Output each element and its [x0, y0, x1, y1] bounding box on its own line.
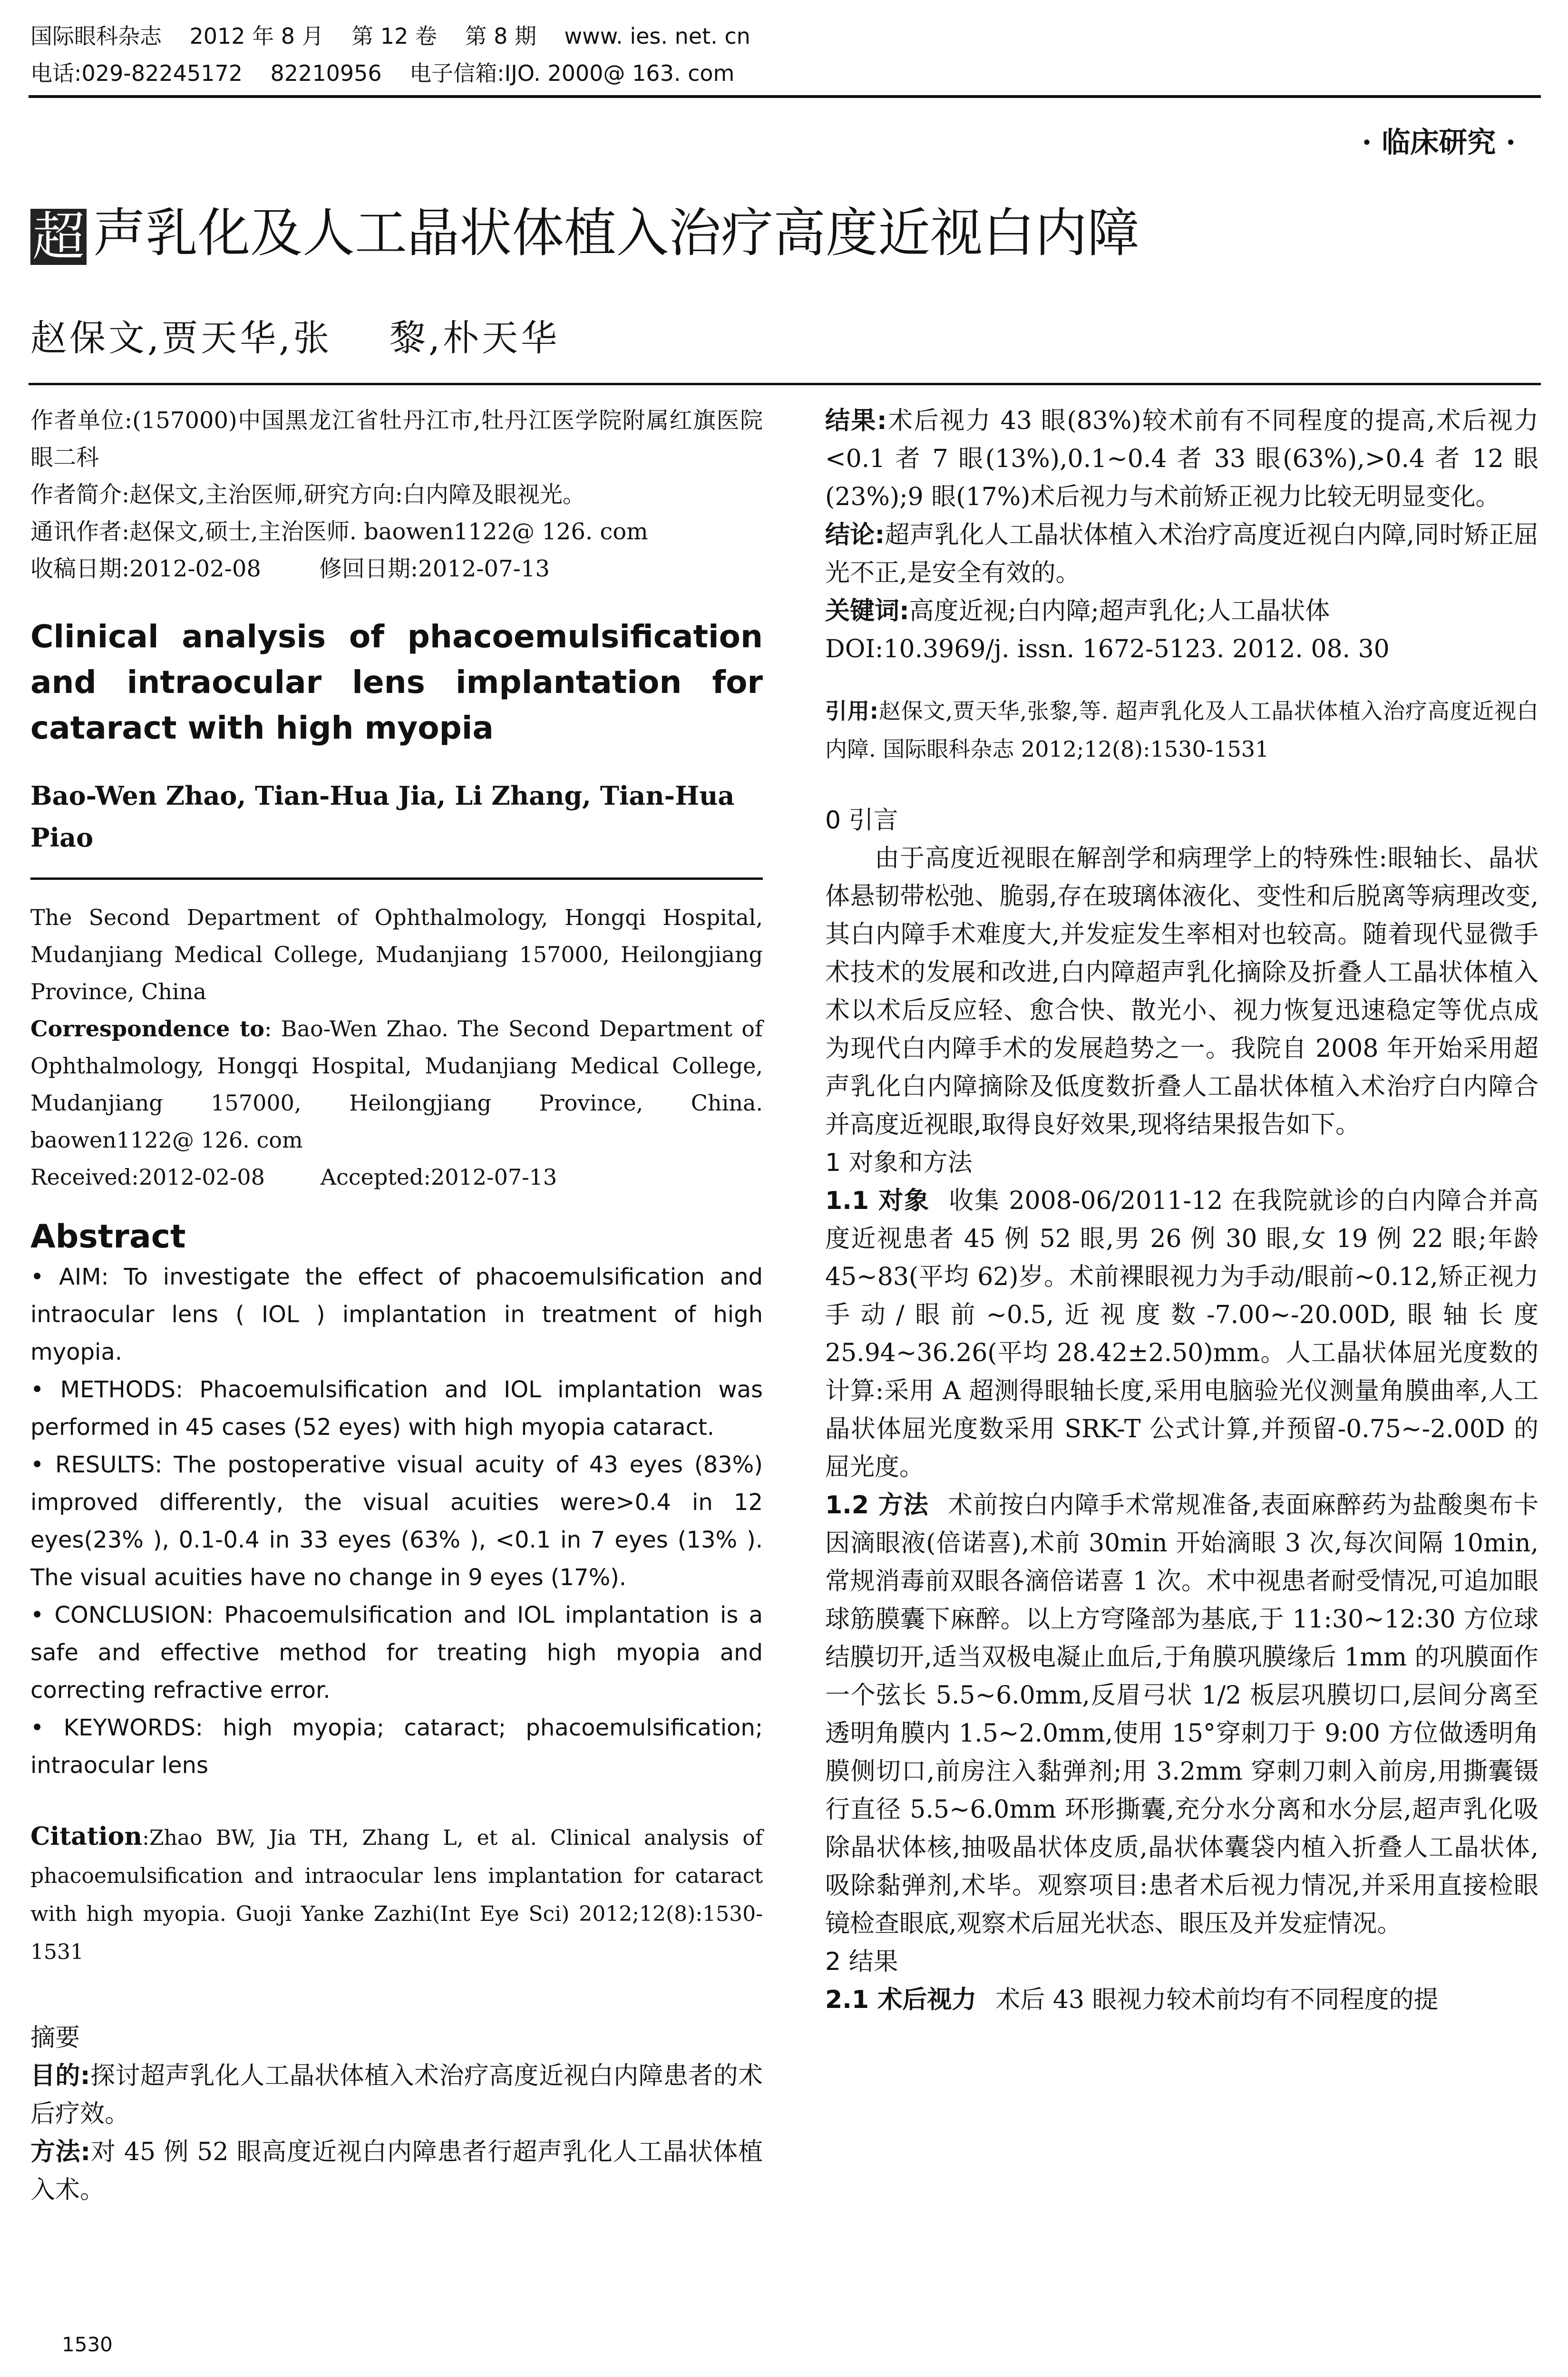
- abstract-methods: • METHODS: Phacoemulsification and IOL implantation was performed in 45 cases (52 eyes) with high myopia cataract.: [30, 1376, 763, 1441]
- doi: DOI:10.3969/j. issn. 1672-5123. 2012. 08. 30: [825, 635, 1390, 663]
- authors-cn: 赵保文,贾天华,张 黎,朴天华: [30, 317, 560, 359]
- aim-text: 探讨超声乳化人工晶状体植入术治疗高度近视白内障患者的术后疗效。: [30, 2062, 763, 2128]
- english-affiliation: The Second Department of Ophthalmology, Hongqi Hospital, Mudanjiang Medical College, Mudanjiang 157000, Heilongjiang Province, China: [30, 905, 763, 1004]
- section-1-2-label: 1.2 方法: [825, 1491, 929, 1520]
- citation-label: Citation: [30, 1822, 143, 1851]
- citation-text: :Zhao BW, Jia TH, Zhang L, et al. Clinical analysis of phacoemulsification and intraocular lens implantation for cataract with high myopia. Guoji Yanke Zazhi(Int Eye Sci) 2012;12(8):1530-1531: [30, 1826, 763, 1964]
- section-2-1: [825, 1981, 1539, 2019]
- abstract-results: • RESULTS: The postoperative visual acuity of 43 eyes (83%) improved differently, the visual acuities were>0.4 in 12 eyes(23% ), 0.1-0.4 in 33 eyes (63% ), <0.1 in 7 eyes (13% ). The visual acuities have no change in 9 eyes (17%).: [30, 1452, 763, 1591]
- header-rule: [29, 95, 1541, 98]
- keywords-cn: [825, 592, 1539, 630]
- journal-header-line2: 电话:029-82245172 82210956 电子信箱:IJO. 2000@ 163. com: [30, 60, 735, 86]
- aim-label: 目的:: [30, 2062, 90, 2090]
- left-column: [30, 402, 763, 2209]
- section-1-heading: 1 对象和方法: [825, 1149, 973, 1177]
- methods-text: 对 45 例 52 眼高度近视白内障患者行超声乳化人工晶状体植入术。: [30, 2138, 763, 2204]
- cite-label: 引用:: [825, 698, 879, 724]
- results-cn: [825, 402, 1539, 516]
- conclusion-text: 超声乳化人工晶状体植入术治疗高度近视白内障,同时矫正屈光不正,是安全有效的。: [825, 521, 1539, 587]
- cite-text: 赵保文,贾天华,张黎,等. 超声乳化及人工晶状体植入治疗高度近视白内障. 国际眼科杂志 2012;12(8):1530-1531: [825, 698, 1539, 762]
- abstract-keywords: • KEYWORDS: high myopia; cataract; phacoemulsification; intraocular lens: [30, 1715, 763, 1779]
- right-column: [825, 402, 1539, 2019]
- abstract-conclusion: • CONCLUSION: Phacoemulsification and IOL implantation is a safe and effective method for treating high myopia and correcting refractive error.: [30, 1602, 763, 1704]
- affil-bio: 作者简介:赵保文,主治医师,研究方向:白内障及眼视光。: [30, 481, 585, 508]
- section-1-2-text: 术前按白内障手术常规准备,表面麻醉药为盐酸奥布卡因滴眼液(倍诺喜),术前 30min 开始滴眼 3 次,每次间隔 10min,常规消毒前双眼各滴倍诺喜 1 次。术中视患者耐受情况,可追加眼球筋膜囊下麻醉。以上方穹隆部为基底,于 11:30~12:30 方位球结膜切开,适当双极电凝止血后,于角膜巩膜缘后 1mm 的巩膜面作一个弦长 5.5~6.0mm,反眉弓状 1/2 板层巩膜切口,层间分离至透明角膜内 1.5~2.0mm,使用 15°穿刺刀于 9:00 方位做透明角膜侧切口,前房注入黏弹剂;用 3.2mm 穿刺刀刺入前房,用撕囊镊行直径 5.5~6.0mm 环形撕囊,充分水分离和水分层,超声乳化吸除晶状体核,抽吸晶状体皮质,晶状体囊袋内植入折叠人工晶状体,吸除黏弹剂,术毕。观察项目:患者术后视力情况,并采用直接检眼镜检查眼底,观察术后屈光状态、眼压及并发症情况。: [825, 1491, 1539, 1938]
- correspondence-label: Correspondence to: [30, 1016, 264, 1042]
- authors-rule: [30, 877, 763, 880]
- abstract-heading: Abstract: [30, 1218, 186, 1256]
- journal-header-line1: 国际眼科杂志 2012 年 8 月 第 12 卷 第 8 期 www. ies. net. cn: [30, 23, 750, 49]
- keywords-text: 高度近视;白内障;超声乳化;人工晶状体: [909, 597, 1330, 625]
- abstract-aim: • AIM: To investigate the effect of phacoemulsification and intraocular lens ( IOL ) implantation in treatment of high myopia.: [30, 1264, 763, 1365]
- title-rest: 声乳化及人工晶状体植入治疗高度近视白内障: [93, 203, 1139, 263]
- title-first-char: 超: [30, 209, 87, 265]
- section-2-heading: 2 结果: [825, 1948, 898, 1976]
- affil-corr: 通讯作者:赵保文,硕士,主治医师. baowen1122@ 126. com: [30, 518, 648, 545]
- chinese-abstract-heading: 摘要: [30, 2024, 80, 2052]
- correspondence: [30, 1010, 763, 1159]
- section-0-heading: 0 引言: [825, 806, 898, 835]
- methods-label: 方法:: [30, 2138, 91, 2166]
- english-title: Clinical analysis of phacoemulsification and intraocular lens implantation for cataract with high myopia: [30, 618, 763, 746]
- received-accepted: Received:2012-02-08 Accepted:2012-07-13: [30, 1164, 557, 1190]
- page-title: [30, 200, 1139, 266]
- conclusion-cn: [825, 516, 1539, 592]
- page-number: 1530: [62, 2333, 113, 2356]
- intro-paragraph: 由于高度近视眼在解剖学和病理学上的特殊性:眼轴长、晶状体悬韧带松弛、脆弱,存在玻璃体液化、变性和后脱离等病理改变,其白内障手术难度大,并发症发生率相对也较高。随着现代显微手术技术的发展和改进,白内障超声乳化摘除及折叠人工晶状体植入术以术后反应轻、愈合快、散光小、视力恢复迅速稳定等优点成为现代白内障手术的发展趋势之一。我院自 2008 年开始采用超声乳化白内障摘除及低度数折叠人工晶状体植入术治疗白内障合并高度近视眼,取得良好效果,现将结果报告如下。: [825, 844, 1539, 1139]
- chinese-abstract-methods: [30, 2133, 763, 2209]
- section-1-1-text: 收集 2008-06/2011-12 在我院就诊的白内障合并高度近视患者 45 例 52 眼,男 26 例 30 眼,女 19 例 22 眼;年龄 45~83(平均 62)岁。术前裸眼视力为手动/眼前~0.12,矫正视力手动/眼前~0.5,近视度数-7.00~-20.00D,眼轴长度 25.94~36.26(平均 28.42±2.50)mm。人工晶状体屈光度数的计算:采用 A 超测得眼轴长度,采用电脑验光仪测量角膜曲率,人工晶状体屈光度数采用 SRK-T 公式计算,并预留-0.75~-2.00D 的屈光度。: [825, 1187, 1539, 1481]
- conclusion-label: 结论:: [825, 521, 885, 549]
- citation: [30, 1818, 763, 1971]
- results-label: 结果:: [825, 407, 887, 435]
- abstract-body: [30, 1258, 763, 1784]
- cite-cn: [825, 692, 1539, 768]
- english-authors: Bao-Wen Zhao, Tian-Hua Jia, Li Zhang, Tian-Hua Piao: [30, 780, 735, 853]
- section-1-1: [825, 1182, 1539, 1486]
- section-1-2: [825, 1486, 1539, 1943]
- section-1-1-label: 1.1 对象: [825, 1187, 930, 1215]
- section-2-1-text: 术后 43 眼视力较术前均有不同程度的提: [995, 1986, 1439, 2014]
- affil-dates: 收稿日期:2012-02-08 修回日期:2012-07-13: [30, 555, 550, 582]
- affiliation-block: [30, 402, 763, 587]
- section-2-1-label: 2.1 术后视力: [825, 1986, 977, 2014]
- title-rule: [29, 383, 1541, 385]
- affil-unit: 作者单位:(157000)中国黑龙江省牡丹江市,牡丹江医学院附属红旗医院眼二科: [30, 407, 763, 471]
- correspondence-text: : Bao-Wen Zhao. The Second Department of Ophthalmology, Hongqi Hospital, Mudanjiang Medical College, Mudanjiang 157000, Heilongjiang Province, China. baowen1122@ 126. com: [30, 1016, 763, 1153]
- keywords-label: 关键词:: [825, 597, 909, 625]
- chinese-abstract-aim: [30, 2057, 763, 2133]
- results-text: 术后视力 43 眼(83%)较术前有不同程度的提高,术后视力<0.1 者 7 眼(13%),0.1~0.4 者 33 眼(63%),>0.4 者 12 眼(23%);9 眼(17%)术后视力与术前矫正视力比较无明显变化。: [825, 407, 1539, 511]
- section-label: · 临床研究 ·: [1362, 126, 1516, 159]
